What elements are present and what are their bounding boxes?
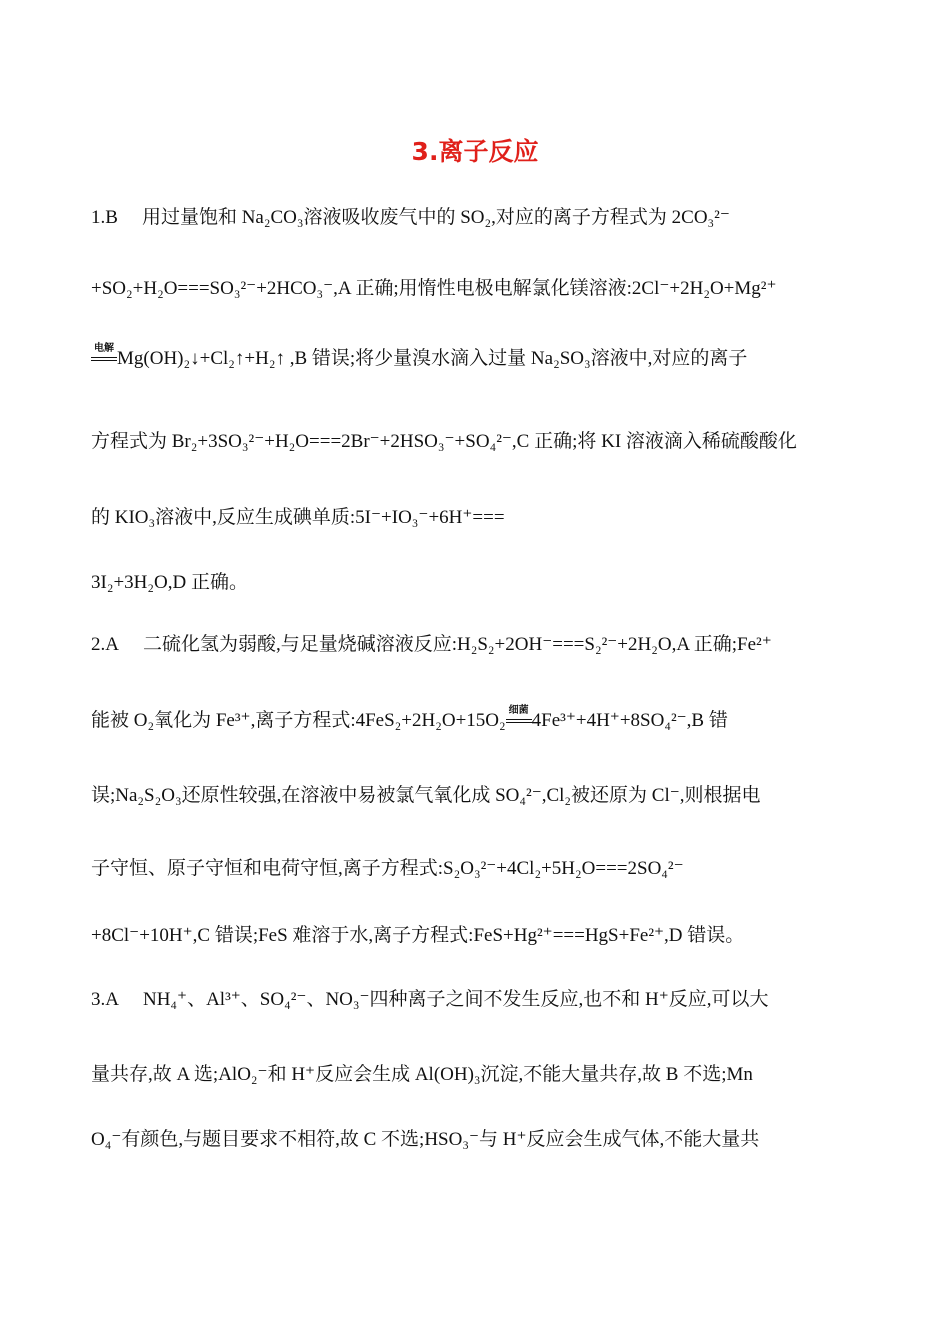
q2-answer: 2.A [91, 634, 119, 655]
q1-text-1: 用过量饱和 Na₂CO₃溶液吸收废气中的 SO₂,对应的离子方程式为 2CO₃²⁻ [141, 207, 730, 228]
bacteria-condition: 细菌 [506, 709, 532, 733]
q2-line-3: 误;Na₂S₂O₃还原性较强,在溶液中易被氯气氧化成 SO₄²⁻,Cl₂被还原为 Cl⁻,则根据电 [91, 785, 761, 806]
q1-line-2: +SO₂+H₂O===SO₃²⁻+2HCO₃⁻,A 正确;用惰性电极电解氯化镁溶液:2Cl⁻+2H₂O+Mg²⁺ [91, 278, 777, 299]
electrolysis-condition: 电解 [91, 347, 117, 371]
q1-line-5: 的 KIO₃溶液中,反应生成碘单质:5I⁻+IO₃⁻+6H⁺=== [91, 507, 505, 528]
q1-text-3: Mg(OH)₂↓+Cl₂↑+H₂↑ ,B 错误;将少量溴水滴入过量 Na₂SO₃溶液中,对应的离子 [117, 348, 748, 369]
q1-answer: 1.B [91, 207, 118, 228]
section-title: 3.离子反应 [411, 137, 539, 166]
q2-text-2a: 能被 O₂氧化为 Fe³⁺,离子方程式:4FeS₂+2H₂O+15O₂ [91, 710, 506, 731]
q2-text-1: 二硫化氢为弱酸,与足量烧碱溶液反应:H₂S₂+2OH⁻===S₂²⁻+2H₂O,A 正确;Fe²⁺ [142, 634, 772, 655]
q3-line-1 [91, 988, 769, 1012]
q3-text-1: NH₄⁺、Al³⁺、SO₄²⁻、NO₃⁻四种离子之间不发生反应,也不和 H⁺反应,可以大 [142, 989, 769, 1010]
q3-line-3: O₄⁻有颜色,与题目要求不相符,故 C 不选;HSO₃⁻与 H⁺反应会生成气体,不能大量共 [91, 1129, 760, 1150]
q2-line-1 [91, 633, 772, 657]
q1-line-4: 方程式为 Br₂+3SO₃²⁻+H₂O===2Br⁻+2HSO₃⁻+SO₄²⁻,C 正确;将 KI 溶液滴入稀硫酸酸化 [91, 431, 797, 452]
q2-line-2 [91, 705, 728, 733]
q1-line-6: 3I₂+3H₂O,D 正确。 [91, 572, 248, 593]
q3-answer: 3.A [91, 989, 119, 1010]
q2-line-4: 子守恒、原子守恒和电荷守恒,离子方程式:S₂O₃²⁻+4Cl₂+5H₂O===2SO₄²⁻ [91, 858, 684, 879]
q2-text-2b: 4Fe³⁺+4H⁺+8SO₄²⁻,B 错 [531, 710, 728, 731]
q1-line-1 [91, 206, 730, 230]
q2-line-5: +8Cl⁻+10H⁺,C 错误;FeS 难溶于水,离子方程式:FeS+Hg²⁺===HgS+Fe²⁺,D 错误。 [91, 925, 745, 946]
q1-line-3 [91, 343, 748, 371]
q3-line-2: 量共存,故 A 选;AlO₂⁻和 H⁺反应会生成 Al(OH)₃沉淀,不能大量共存,故 B 不选;Mn [91, 1064, 753, 1085]
